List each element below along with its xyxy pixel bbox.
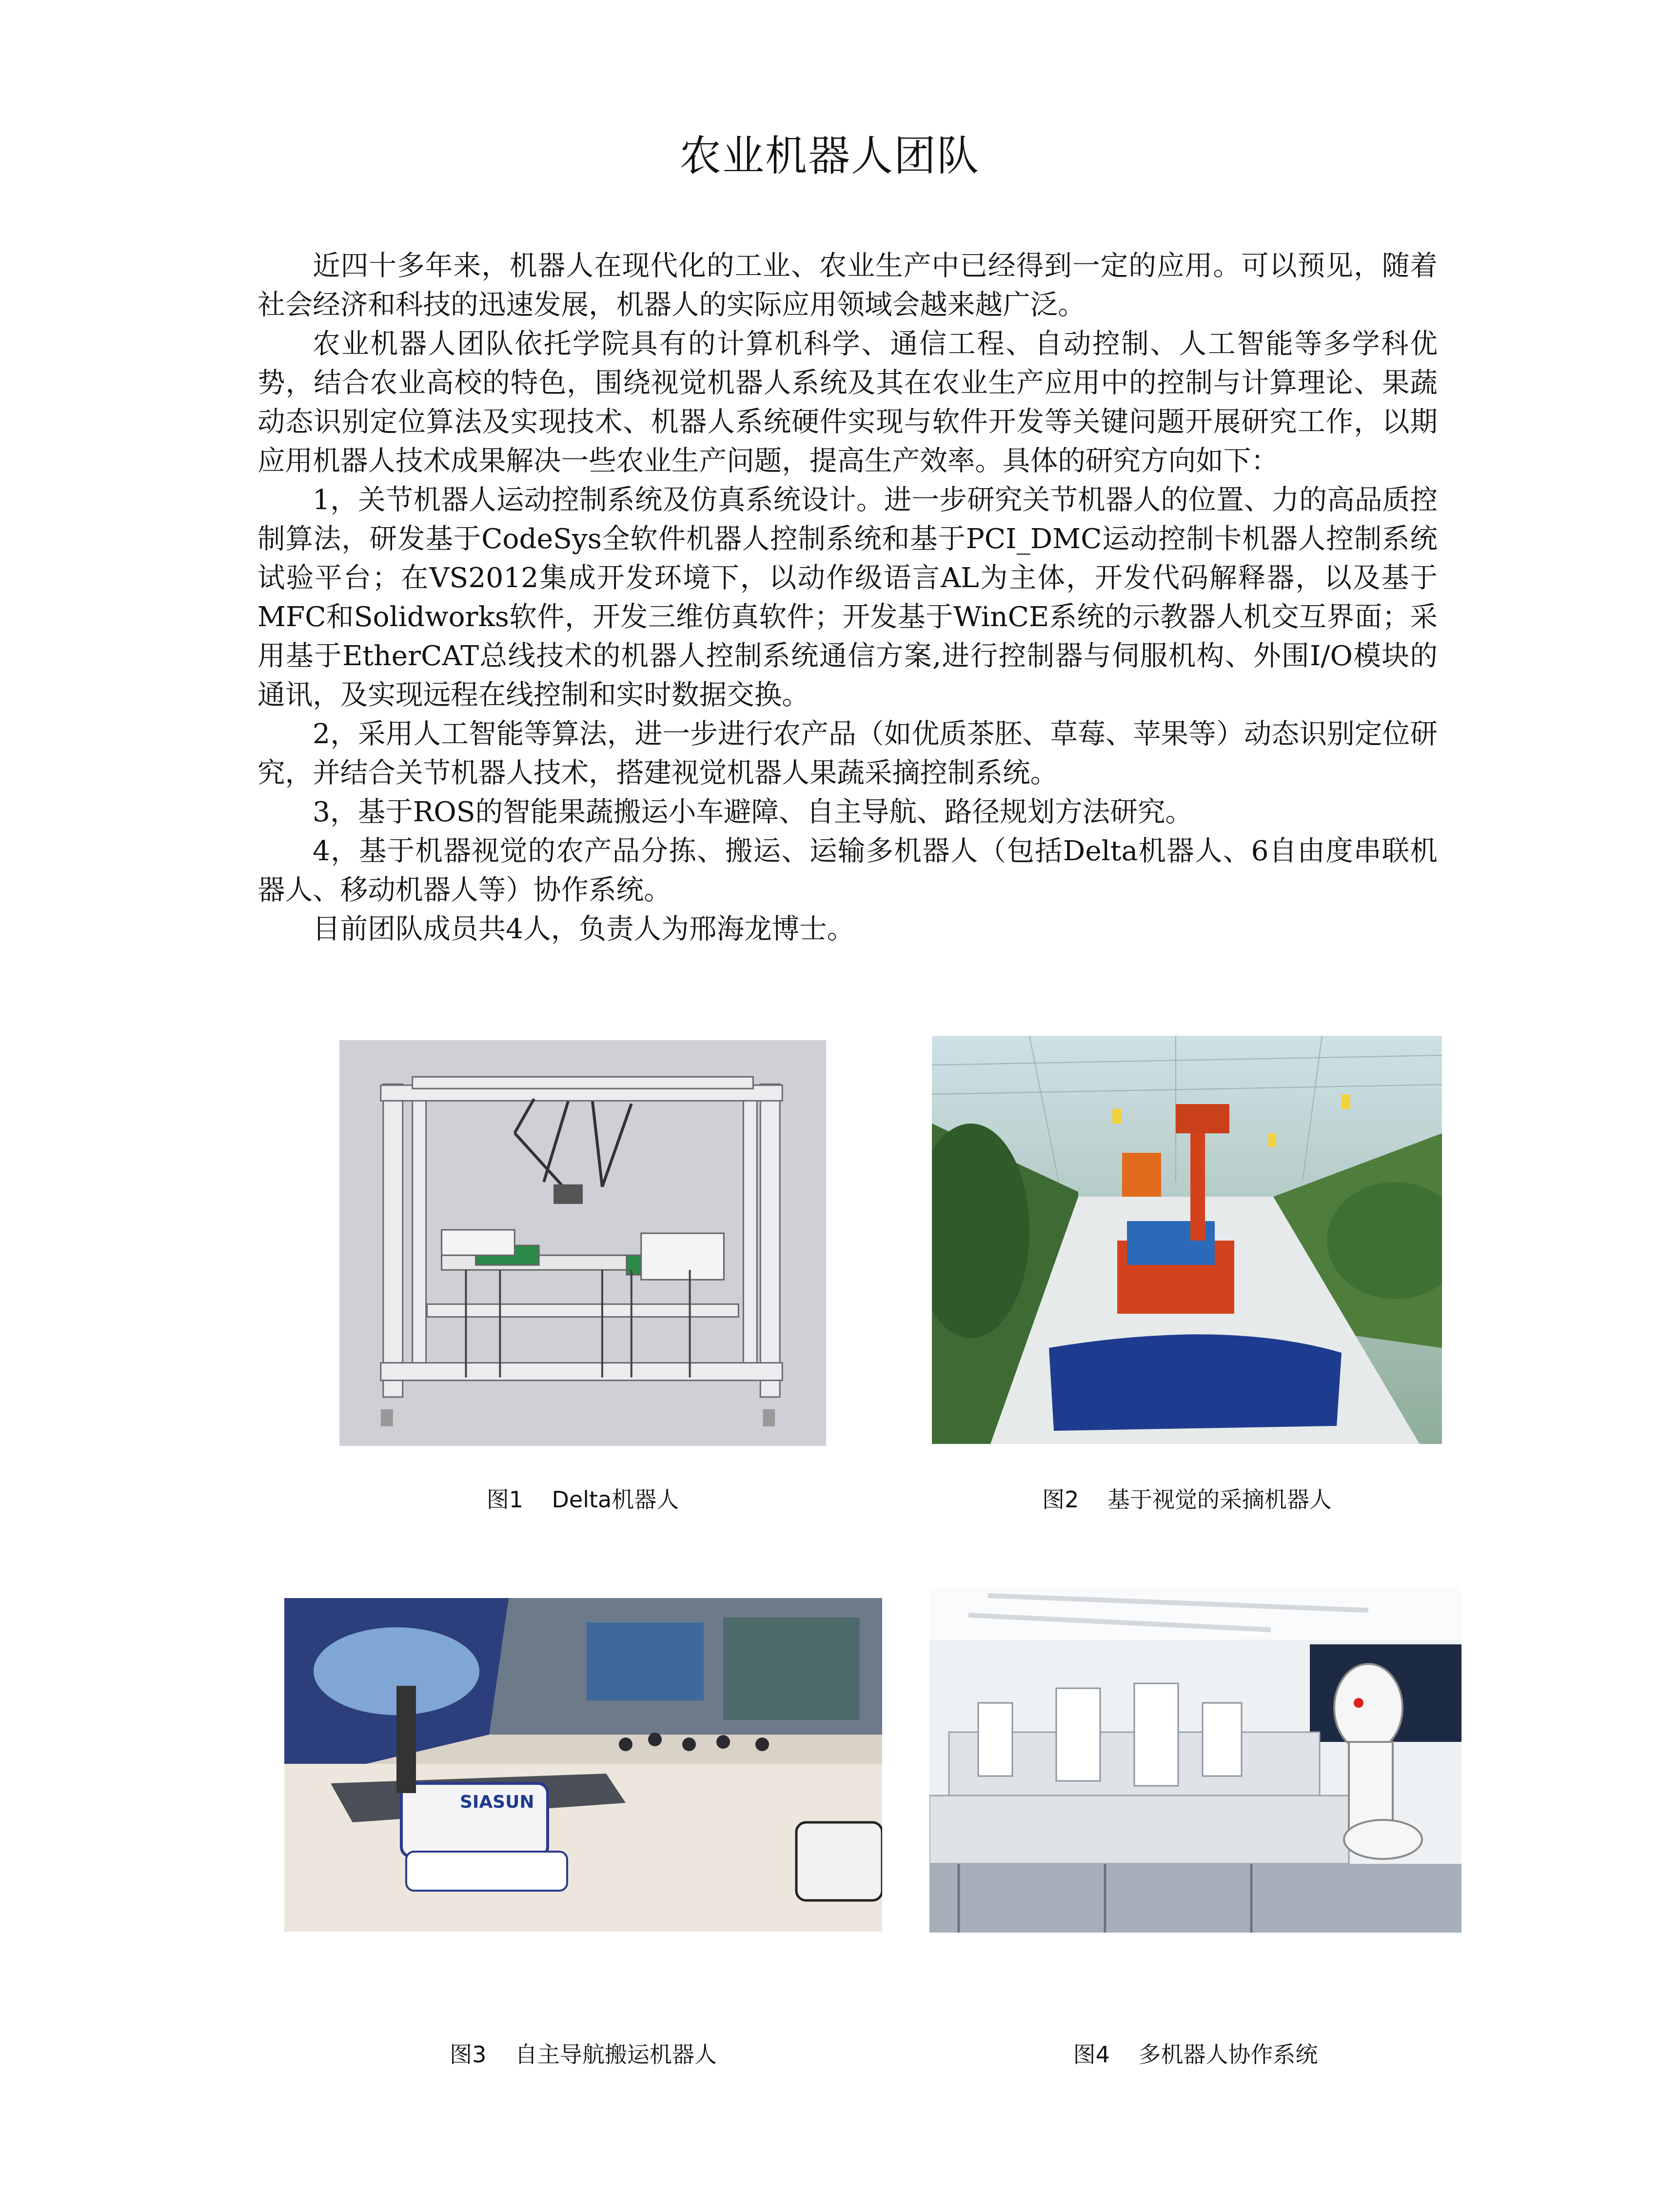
paragraph-direction-4: 4，基于机器视觉的农产品分拣、搬运、运输多机器人（包括Delta机器人、6自由度串联机器人、移动机器人等）协作系统。 bbox=[257, 835, 1438, 906]
figure-3-caption: 图3 自主导航搬运机器人 bbox=[450, 2041, 717, 2068]
paragraph-direction-2: 2，采用人工智能等算法，进一步进行农产品（如优质茶胚、草莓、苹果等）动态识别定位研究，并结合关节机器人技术，搭建视觉机器人果蔬采摘控制系统。 bbox=[257, 718, 1438, 789]
figure-1-delta-robot-image bbox=[339, 1040, 826, 1446]
body-text bbox=[257, 246, 1438, 948]
figure-3-navigation-robot-image bbox=[284, 1598, 882, 1932]
paragraph-direction-1: 1，关节机器人运动控制系统及仿真系统设计。进一步研究关节机器人的位置、力的高品质控制算法，研发基于CodeSys全软件机器人控制系统和基于PCI_DMC运动控制卡机器人控制系统试验平台；在VS2012集成开发环境下，以动作级语言AL为主体，开发代码解释器，以及基于MFC和Solidworks软件，开发三维仿真软件；开发基于WinCE系统的示教器人机交互界面；采用基于EtherCAT总线技术的机器人控制系统通信方案,进行控制器与伺服机构、外围I/O模块的通讯，及实现远程在线控制和实时数据交换。 bbox=[257, 484, 1438, 711]
figure-4-collaboration-system-image bbox=[929, 1586, 1462, 1933]
figure-2-picking-robot-image bbox=[932, 1036, 1442, 1444]
paragraph-team: 农业机器人团队依托学院具有的计算机科学、通信工程、自动控制、人工智能等多学科优势，结合农业高校的特色，围绕视觉机器人系统及其在农业生产应用中的控制与计算理论、果蔬动态识别定位算法及实现技术、机器人系统硬件实现与软件开发等关键问题开展研究工作，以期应用机器人技术成果解决一些农业生产问题，提高生产效率。具体的研究方向如下： bbox=[257, 328, 1438, 477]
figure-1-caption: 图1 Delta机器人 bbox=[486, 1486, 679, 1513]
figure-4-caption: 图4 多机器人协作系统 bbox=[1073, 2041, 1318, 2068]
page-title: 农业机器人团队 bbox=[679, 132, 980, 180]
paragraph-direction-3: 3，基于ROS的智能果蔬搬运小车避障、自主导航、路径规划方法研究。 bbox=[313, 796, 1193, 828]
paragraph-intro: 近四十多年来，机器人在现代化的工业、农业生产中已经得到一定的应用。可以预见，随着社会经济和科技的迅速发展，机器人的实际应用领域会越来越广泛。 bbox=[257, 250, 1438, 321]
figure-2-caption: 图2 基于视觉的采摘机器人 bbox=[1042, 1486, 1332, 1513]
siasun-logo-text: SIASUN bbox=[460, 1792, 534, 1812]
paragraph-members: 目前团队成员共4人，负责人为邢海龙博士。 bbox=[313, 913, 855, 945]
